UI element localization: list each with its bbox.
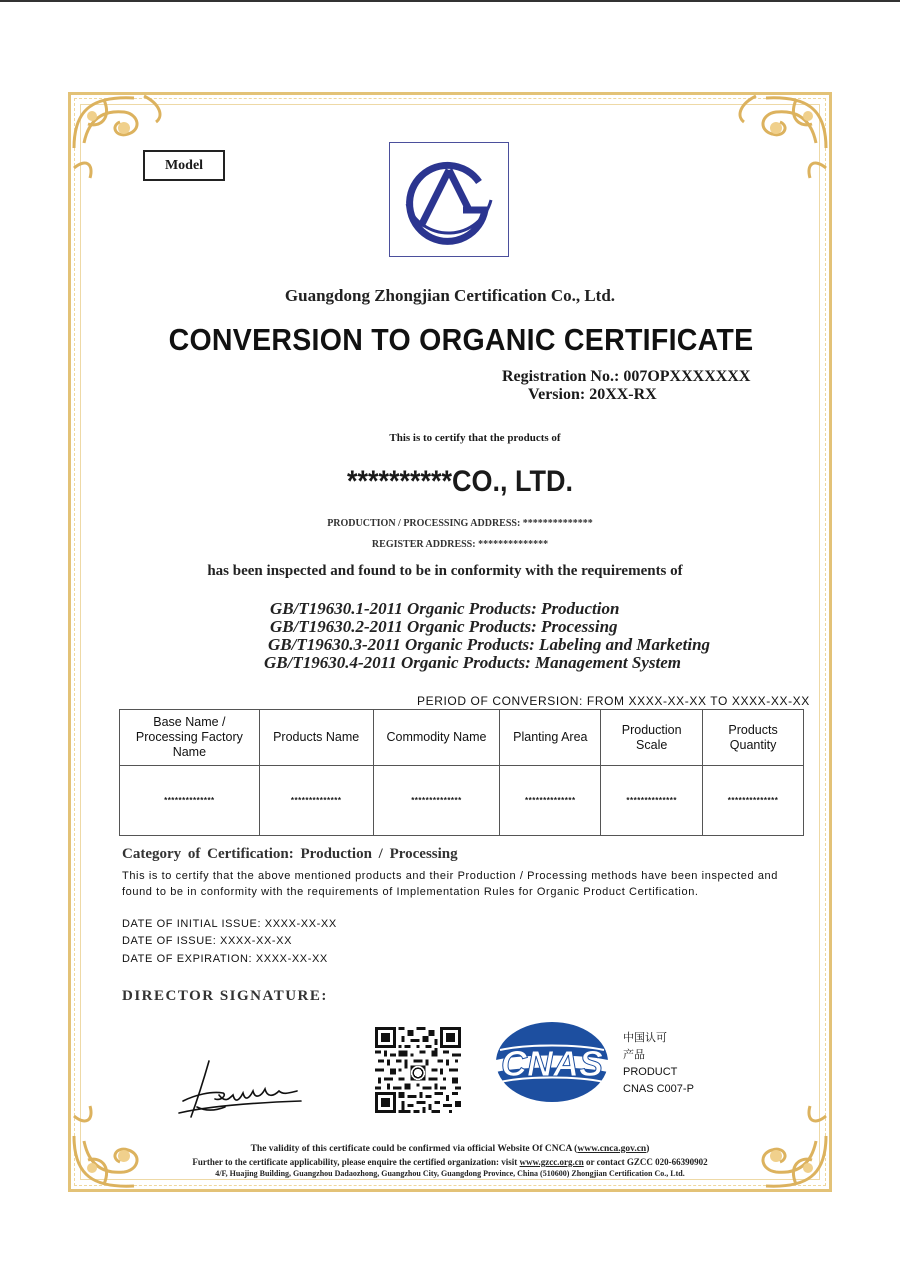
cg-logo-icon bbox=[399, 152, 499, 248]
gzcc-website-link[interactable]: www.gzcc.org.cn bbox=[519, 1157, 584, 1167]
standard-line: GB/T19630.1-2011 Organic Products: Production bbox=[270, 599, 620, 618]
table-header: Planting Area bbox=[500, 710, 601, 766]
version: Version: 20XX-RX bbox=[528, 386, 657, 403]
footer-text: ) bbox=[646, 1144, 650, 1154]
table-header: Products Name bbox=[259, 710, 373, 766]
table-header: Products Quantity bbox=[703, 710, 804, 766]
conformity-statement: has been inspected and found to be in conformity with the requirements of bbox=[207, 563, 683, 579]
ornament-corner-icon bbox=[706, 88, 836, 218]
table-header: Commodity Name bbox=[373, 710, 500, 766]
qr-code bbox=[375, 1027, 461, 1113]
certification-paragraph: This is to certify that the above mentioned products and their Production / Processing methods have been inspected and found to be in conformity with the requirements of Implementation Rules for Organic Product Certification. bbox=[122, 870, 778, 898]
cnca-line-3: PRODUCT bbox=[623, 1066, 678, 1078]
footer-address: 4/F, Huajing Building, Guangzhou Dadaozhong, Guangzhou City, Guangdong Province, China (510600) Zhongjian Certification Co., Ltd. bbox=[215, 1169, 685, 1178]
footer-text: The validity of this certificate could be confirmed via official Website Of CNCA ( bbox=[250, 1144, 578, 1154]
standard-line: GB/T19630.2-2011 Organic Products: Processing bbox=[270, 617, 618, 636]
register-address: REGISTER ADDRESS: ************** bbox=[371, 539, 549, 550]
table-cell: ************** bbox=[601, 766, 703, 836]
date-expiration: DATE OF EXPIRATION: XXXX-XX-XX bbox=[122, 953, 328, 965]
director-signature-label: DIRECTOR SIGNATURE: bbox=[122, 988, 328, 1004]
certification-category: Category of Certification: Production / Processing bbox=[122, 846, 458, 862]
table-header-row bbox=[120, 710, 804, 766]
certify-intro: This is to certify that the products of bbox=[389, 432, 561, 444]
table-cell: ************** bbox=[500, 766, 601, 836]
certificate-title: CONVERSION TO ORGANIC CERTIFICATE bbox=[168, 322, 754, 357]
date-initial-issue: DATE OF INITIAL ISSUE: XXXX-XX-XX bbox=[122, 918, 337, 930]
cnas-logo-text: CNAS bbox=[500, 1043, 604, 1084]
footer-line-1 bbox=[0, 1144, 900, 1154]
client-name: **********CO., LTD. bbox=[346, 465, 574, 498]
cg-logo bbox=[389, 142, 509, 257]
cnas-logo bbox=[492, 1020, 612, 1104]
cnca-line-4: CNAS C007-P bbox=[623, 1083, 694, 1095]
table-row bbox=[120, 766, 804, 836]
table-header: Base Name / Processing Factory Name bbox=[120, 710, 260, 766]
footer-line-2 bbox=[0, 1157, 900, 1167]
table-cell: ************** bbox=[373, 766, 500, 836]
conversion-period: PERIOD OF CONVERSION: FROM XXXX-XX-XX TO XXXX-XX-XX bbox=[417, 694, 810, 708]
cnca-website-link[interactable]: www.cnca.gov.cn bbox=[577, 1144, 647, 1154]
table-cell: ************** bbox=[259, 766, 373, 836]
footer-text: or contact GZCC 020-66390902 bbox=[583, 1157, 708, 1167]
table-cell: ************** bbox=[120, 766, 260, 836]
standard-line: GB/T19630.3-2011 Organic Products: Labeling and Marketing bbox=[268, 635, 711, 654]
standard-line: GB/T19630.4-2011 Organic Products: Management System bbox=[264, 653, 681, 672]
table-header: Production Scale bbox=[601, 710, 703, 766]
model-label: Model bbox=[143, 150, 225, 181]
issuer-name: Guangdong Zhongjian Certification Co., Ltd. bbox=[284, 286, 616, 305]
production-address: PRODUCTION / PROCESSING ADDRESS: ************** bbox=[327, 518, 593, 529]
table-cell: ************** bbox=[703, 766, 804, 836]
cnca-line-1: 中国认可 bbox=[623, 1031, 667, 1044]
registration-number: Registration No.: 007OPXXXXXXX bbox=[502, 368, 751, 385]
director-signature bbox=[175, 1055, 305, 1125]
footer-text: Further to the certificate applicability, please enquire the certified organization: visit bbox=[192, 1157, 520, 1167]
products-table bbox=[119, 709, 804, 836]
date-issue: DATE OF ISSUE: XXXX-XX-XX bbox=[122, 935, 293, 947]
cnca-line-2: 产品 bbox=[623, 1048, 645, 1061]
top-scan-edge bbox=[0, 0, 900, 2]
